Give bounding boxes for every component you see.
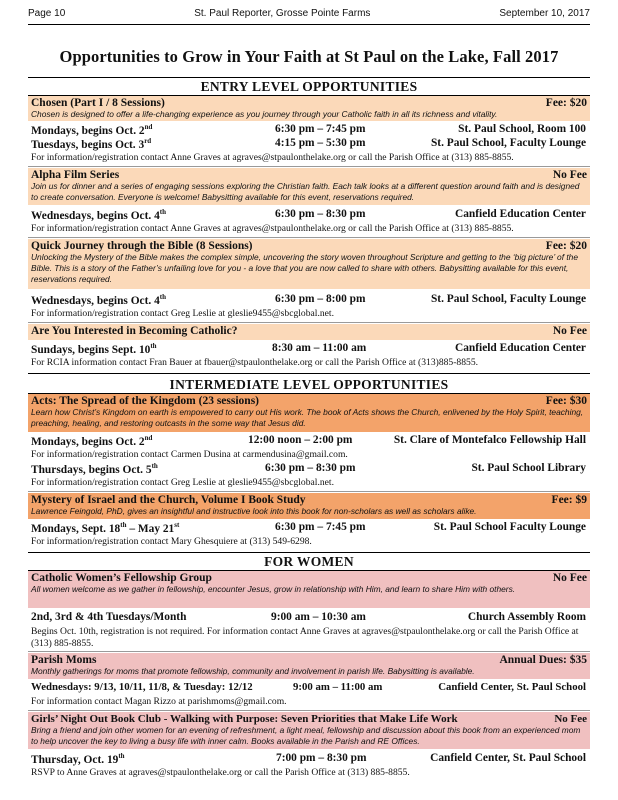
- session-day: Thursday, Oct. 19: [31, 753, 119, 766]
- program-name: Parish Moms: [31, 654, 97, 666]
- section-title-entry: ENTRY LEVEL OPPORTUNITIES: [200, 79, 418, 94]
- program-description: Chosen is designed to offer a life-changing experience as you journey through your Catholic faith in all its richness and vitality.: [31, 109, 498, 119]
- session-time: 6:30 pm – 8:30 pm: [275, 208, 366, 220]
- divider: [28, 491, 590, 492]
- divider: [28, 710, 590, 711]
- session-day: Mondays, begins Oct. 2: [31, 124, 145, 137]
- session-location: St. Paul School, Room 100: [458, 123, 586, 135]
- page-header: [28, 8, 590, 19]
- program-description: Learn how Christ’s Kingdom on earth is empowered to carry out His work. The book of Acts shows the Church, enlivened by the Holy Spirit, teaching, preaching, healing, and restoring outcasts in the some way that Jesus did.: [31, 407, 584, 428]
- session-day: Mondays, Sept. 18: [31, 522, 121, 535]
- session-location: Canfield Education Center: [455, 208, 586, 220]
- contact-info: For information/registration contact Greg Leslie at gleslie9455@sbcglobal.net.: [31, 308, 334, 319]
- section-title-intermediate: INTERMEDIATE LEVEL OPPORTUNITIES: [169, 377, 449, 392]
- session-location: St. Paul School, Faculty Lounge: [430, 293, 586, 305]
- program-band-chosen: [28, 96, 590, 121]
- session-time: 8:30 am – 11:00 am: [272, 342, 367, 354]
- program-name: Alpha Film Series: [31, 169, 120, 181]
- page-title: Opportunities to Grow in Your Faith at St Paul on the Lake, Fall 2017: [59, 47, 559, 66]
- program-band-cwfg: [28, 571, 590, 608]
- session-day: Wednesdays, begins Oct. 4: [31, 209, 160, 222]
- ordinal-suffix: nd: [144, 434, 153, 442]
- ordinal-suffix: st: [174, 521, 180, 529]
- publication-name: St. Paul Reporter, Grosse Pointe Farms: [194, 8, 371, 19]
- header-divider: [28, 24, 590, 25]
- session-time: 6:30 pm – 7:45 pm: [275, 521, 366, 533]
- session-location: Canfield Center, St. Paul School: [438, 681, 586, 693]
- session-time: 4:15 pm – 5:30 pm: [275, 137, 366, 149]
- session-time: 6:30 pm – 7:45 pm: [275, 123, 366, 135]
- program-band-acts: [28, 394, 590, 432]
- ordinal-suffix: th: [150, 342, 157, 350]
- session-time: 6:30 pm – 8:30 pm: [265, 462, 356, 474]
- program-band-rcia: [28, 324, 590, 340]
- program-description: Bring a friend and join other women for an evening of refreshment, a light meal, fellowship and discussion about this book from an experienced mom to help uncover the key to living a busy life with inner calm. Books available in the Parish and RE Offices.: [31, 725, 581, 746]
- session-location: St. Clare of Montefalco Fellowship Hall: [393, 434, 586, 446]
- program-description: Unlocking the Mystery of the Bible makes the complex simple, uncovering the story woven throughout Scripture and getting to the ‘big picture’ of the Bible. This is a story of the Father’s unfailing love for you - a love that you are now called to share with others. Babysitting available for this event, reservations required.: [31, 252, 578, 284]
- session-day: Wednesdays, begins Oct. 4: [31, 294, 160, 307]
- session-time: 7:00 pm – 8:30 pm: [276, 752, 367, 764]
- session-day: Wednesdays: 9/13, 10/11, 11/8, & Tuesday: 12/12: [31, 681, 253, 693]
- session-time: 6:30 pm – 8:00 pm: [275, 293, 366, 305]
- section-divider: [28, 552, 590, 553]
- section-divider: [28, 373, 590, 374]
- program-fee: Annual Dues: $35: [499, 654, 587, 666]
- program-band-parish-moms: [28, 653, 590, 679]
- session-location: St. Paul School Library: [471, 462, 586, 474]
- section-divider: [28, 77, 590, 78]
- ordinal-suffix: nd: [144, 123, 153, 131]
- ordinal-suffix: rd: [144, 137, 152, 145]
- program-name: Mystery of Israel and the Church, Volume I Book Study: [31, 494, 306, 506]
- contact-info: Begins Oct. 10th, registration is not required. For information contact Anne Graves at agraves@stpaulonthelake.org or call the Parish Office at (313) 885-8855.: [31, 626, 579, 649]
- contact-info: For information contact Magan Rizzo at parishmoms@gmail.com.: [31, 696, 287, 707]
- ordinal-suffix: th: [118, 752, 125, 760]
- session-day: Tuesdays, begins Oct. 3: [31, 138, 145, 151]
- session-time: 12:00 noon – 2:00 pm: [248, 434, 353, 446]
- program-fee: Fee: $9: [551, 494, 587, 506]
- session-day: 2nd, 3rd & 4th Tuesdays/Month: [31, 611, 187, 623]
- issue-date: September 10, 2017: [499, 8, 590, 19]
- ordinal-suffix: th: [159, 293, 167, 301]
- program-fee: No Fee: [552, 572, 587, 584]
- program-name: Girls’ Night Out Book Club - Walking with Purpose: Seven Priorities that Make Life Work: [31, 713, 458, 725]
- program-fee: No Fee: [554, 713, 587, 725]
- contact-info: For information/registration contact Greg Leslie at gleslie9455@sbcglobal.net.: [31, 477, 334, 488]
- contact-info: For information/registration contact Mary Ghesquiere at (313) 549-6298.: [31, 536, 312, 547]
- program-description: Lawrence Feingold, PhD, gives an insightful and instructive look into this book for non-scholars as well as scholars alike.: [31, 506, 477, 516]
- session-day: Sundays, begins Sept. 10: [31, 343, 151, 356]
- program-description: Monthly gatherings for moms that promote fellowship, community and involvement in parish life. Babysitting is available.: [31, 666, 475, 676]
- program-fee: Fee: $20: [545, 97, 587, 109]
- program-band-israel: [28, 493, 590, 519]
- program-name: Acts: The Spread of the Kingdom (23 sessions): [31, 395, 259, 407]
- session-time: 9:00 am – 10:30 am: [271, 611, 366, 623]
- session-location: Canfield Education Center: [455, 342, 586, 354]
- program-band-bible: [28, 239, 590, 289]
- program-name: Quick Journey through the Bible (8 Sessions): [31, 240, 253, 252]
- program-description: Join us for dinner and a series of engaging sessions exploring the Christian faith. Each talk looks at a different question around faith and is designed to create conversation. Everyone is welcome! Babysitting available for this event, reservations required.: [31, 181, 580, 202]
- session-day: Thursdays, begins Oct. 5: [31, 463, 152, 476]
- ordinal-suffix: th: [151, 462, 158, 470]
- divider: [28, 322, 590, 323]
- program-description: All women welcome as we gather in fellowship, encounter Jesus, grow in relationship with Him, and learn to share Him with others.: [31, 584, 516, 594]
- program-fee: No Fee: [552, 325, 587, 337]
- ordinal-suffix: th: [120, 521, 127, 529]
- contact-info: For information/registration contact Anne Graves at agraves@stpaulonthelake.org or call the Parish Office at (313) 885-8855.: [31, 223, 514, 234]
- program-name: Are You Interested in Becoming Catholic?: [31, 325, 238, 337]
- program-band-girls-night-out: [28, 712, 590, 749]
- program-fee: Fee: $20: [545, 240, 587, 252]
- session-location: Canfield Center, St. Paul School: [430, 752, 586, 764]
- divider: [28, 651, 590, 652]
- contact-info: For information/registration contact Anne Graves at agraves@stpaulonthelake.org or call the Parish Office at (313) 885-8855.: [31, 152, 514, 163]
- divider: [28, 237, 590, 238]
- divider: [28, 166, 590, 167]
- session-day-end: – May 21: [126, 522, 175, 535]
- contact-info: RSVP to Anne Graves at agraves@stpaulonthelake.org or call the Parish Office at (313) 885-8855.: [31, 767, 410, 778]
- page-number: Page 10: [28, 8, 66, 19]
- session-location: St. Paul School, Faculty Lounge: [430, 137, 586, 149]
- program-fee: No Fee: [552, 169, 587, 181]
- section-title-women: FOR WOMEN: [264, 554, 354, 569]
- ordinal-suffix: th: [159, 208, 167, 216]
- program-name: Chosen (Part I / 8 Sessions): [31, 97, 165, 109]
- session-time: 9:00 am – 11:00 am: [293, 681, 383, 693]
- session-day: Mondays, begins Oct. 2: [31, 435, 145, 448]
- session-location: St. Paul School Faculty Lounge: [433, 521, 586, 533]
- contact-info: For information/registration contact Carmen Dusina at carmendusina@gmail.com.: [31, 449, 348, 460]
- session-location: Church Assembly Room: [467, 611, 586, 623]
- program-name: Catholic Women’s Fellowship Group: [31, 572, 212, 584]
- program-band-alpha: [28, 168, 590, 205]
- contact-info: For RCIA information contact Fran Bauer at fbauer@stpaulonthelake.org or call the Parish Office at (313)885-8855.: [31, 357, 479, 368]
- program-fee: Fee: $30: [545, 395, 587, 407]
